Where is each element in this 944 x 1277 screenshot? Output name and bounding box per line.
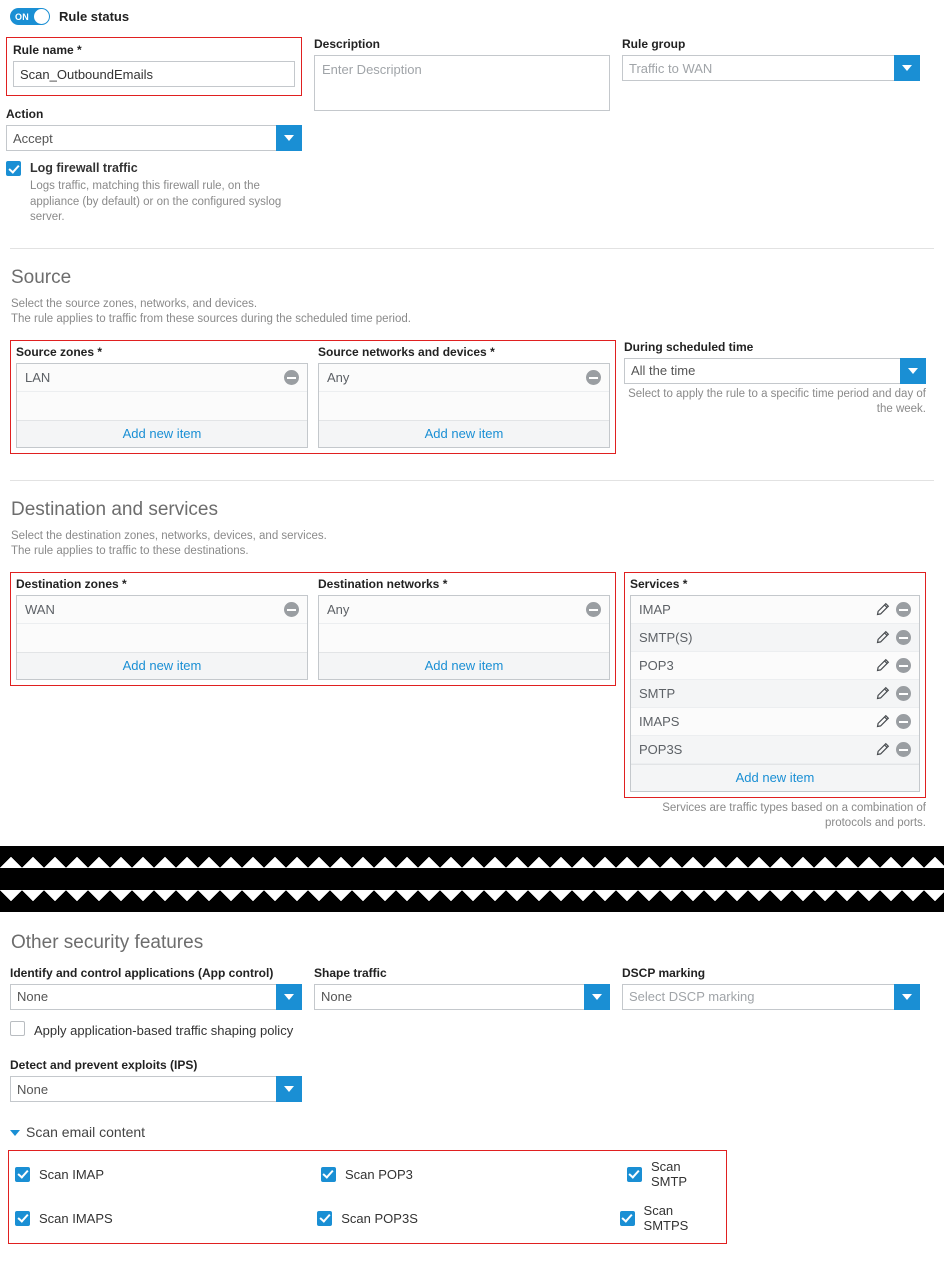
scan-imap-checkbox[interactable] — [15, 1167, 30, 1182]
list-item[interactable] — [631, 736, 919, 764]
scan-email-header[interactable] — [10, 1124, 944, 1142]
dscp-value: Select DSCP marking — [629, 989, 755, 1005]
scan-pop3s-label: Scan POP3S — [341, 1210, 418, 1226]
source-zones-col — [11, 341, 313, 453]
scan-imap-row[interactable] — [15, 1159, 321, 1189]
source-zone-item-label: LAN — [25, 369, 51, 385]
dscp-col — [616, 962, 926, 1109]
remove-icon[interactable] — [896, 602, 911, 617]
list-item[interactable] — [17, 364, 307, 392]
chevron-down-icon[interactable] — [900, 358, 926, 384]
scan-email-row-2 — [15, 1203, 720, 1233]
service-item-label: POP3S — [639, 741, 683, 757]
action-select[interactable] — [6, 125, 302, 151]
rule-name-label: Rule name * — [13, 43, 82, 57]
ips-group — [10, 1058, 302, 1102]
chevron-down-icon[interactable] — [276, 125, 302, 151]
destination-zones-listbox — [16, 595, 308, 680]
ips-value: None — [17, 1081, 49, 1097]
source-section-title: Source — [11, 266, 72, 288]
rule-name-input[interactable]: Scan_OutboundEmails — [13, 61, 295, 87]
edit-icon[interactable] — [875, 658, 890, 673]
chevron-down-icon[interactable] — [10, 1130, 20, 1136]
edit-icon[interactable] — [875, 686, 890, 701]
scan-pop3s-row[interactable] — [317, 1203, 619, 1233]
destination-zones-label: Destination zones * — [16, 576, 127, 591]
ips-label: Detect and prevent exploits (IPS) — [10, 1058, 198, 1073]
listbox-filler — [17, 392, 307, 420]
source-zones-listbox — [16, 363, 308, 448]
action-value: Accept — [13, 130, 53, 146]
shape-traffic-col — [308, 962, 616, 1109]
destination-section-title: Destination and services — [11, 498, 218, 520]
remove-icon[interactable] — [284, 370, 299, 385]
source-boxes — [0, 340, 616, 454]
torn-separator-top — [0, 846, 944, 912]
source-desc-line1: Select the source zones, networks, and devices. — [11, 297, 258, 310]
rule-group-label: Rule group — [622, 37, 686, 51]
destination-zone-item-label: WAN — [25, 601, 55, 617]
basics-grid — [0, 33, 944, 232]
ips-select[interactable] — [10, 1076, 302, 1102]
toggle-knob — [34, 9, 49, 24]
other-security-title: Other security features — [11, 931, 204, 953]
scan-smtp-row[interactable] — [627, 1159, 720, 1189]
shape-traffic-value: None — [321, 989, 353, 1005]
source-zones-add-new[interactable]: Add new item — [17, 420, 307, 447]
list-item[interactable] — [631, 680, 919, 708]
service-item-label: IMAP — [639, 601, 671, 617]
service-item-label: SMTP — [639, 685, 676, 701]
remove-icon[interactable] — [284, 602, 299, 617]
schedule-hint: Select to apply the rule to a specific time period and day of the week. — [628, 387, 926, 416]
scan-imaps-row[interactable] — [15, 1203, 317, 1233]
source-desc-line2: The rule applies to traffic from these sources during the scheduled time period. — [11, 313, 411, 326]
scan-pop3-label: Scan POP3 — [344, 1166, 413, 1182]
services-add-new[interactable]: Add new item — [631, 764, 919, 791]
destination-grid — [0, 572, 944, 832]
scan-smtp-checkbox[interactable] — [627, 1167, 642, 1182]
other-security-grid — [0, 962, 944, 1109]
log-firewall-traffic-row[interactable] — [6, 161, 302, 226]
action-label: Action — [6, 107, 44, 121]
chevron-down-icon[interactable] — [276, 984, 302, 1010]
list-item[interactable] — [631, 596, 919, 624]
source-grid — [0, 340, 944, 454]
rule-group-col — [616, 33, 926, 232]
description-textarea[interactable]: Enter Description — [314, 55, 610, 111]
rule-group-value: Traffic to WAN — [629, 60, 713, 76]
services-listbox — [630, 595, 920, 792]
service-item-label: IMAPS — [639, 713, 680, 729]
dscp-label: DSCP marking — [622, 965, 706, 980]
list-item[interactable] — [17, 596, 307, 624]
service-item-label: SMTP(S) — [639, 629, 693, 645]
description-col — [308, 33, 616, 232]
destination-boxes — [0, 572, 616, 832]
destination-zones-col — [11, 573, 313, 685]
chevron-down-icon[interactable] — [894, 984, 920, 1010]
scan-email-group — [8, 1150, 727, 1244]
destination-section-desc — [11, 529, 944, 560]
destination-networks-col — [313, 573, 615, 685]
destination-networks-label: Destination networks * — [318, 576, 448, 591]
scan-pop3-checkbox[interactable] — [321, 1167, 336, 1182]
destination-required-group — [10, 572, 616, 686]
services-label: Services * — [630, 576, 688, 591]
scan-pop3s-checkbox[interactable] — [317, 1211, 332, 1226]
app-control-label: Identify and control applications (App control) — [10, 965, 274, 980]
remove-icon[interactable] — [896, 686, 911, 701]
chevron-down-icon[interactable] — [276, 1076, 302, 1102]
log-firewall-traffic-hint: Logs traffic, matching this firewall rule, on the appliance (by default) or on the configured syslog server. — [30, 180, 282, 224]
scan-smtps-label: Scan SMTPS — [643, 1203, 689, 1234]
schedule-select[interactable] — [624, 358, 926, 384]
app-control-value: None — [17, 989, 49, 1005]
source-required-group — [10, 340, 616, 454]
remove-icon[interactable] — [896, 658, 911, 673]
schedule-value: All the time — [631, 363, 696, 379]
rule-status-section — [0, 0, 944, 25]
chevron-down-icon[interactable] — [894, 55, 920, 81]
listbox-filler — [17, 624, 307, 652]
action-group — [6, 107, 302, 151]
scan-imaps-checkbox[interactable] — [15, 1211, 30, 1226]
scan-pop3-row[interactable] — [321, 1159, 627, 1189]
remove-icon[interactable] — [896, 630, 911, 645]
source-networks-label: Source networks and devices * — [318, 344, 495, 359]
edit-icon[interactable] — [875, 630, 890, 645]
app-control-col — [0, 962, 308, 1109]
rule-status-toggle[interactable] — [10, 8, 50, 25]
rule-status-toggle-label: ON — [15, 11, 30, 22]
remove-icon[interactable] — [586, 370, 601, 385]
scan-smtps-row[interactable] — [620, 1203, 720, 1233]
rule-status-row — [10, 8, 934, 25]
source-section-desc — [11, 297, 944, 328]
services-hint: Services are traffic types based on a combination of protocols and ports. — [662, 801, 926, 830]
divider — [10, 248, 934, 249]
source-zones-label: Source zones * — [16, 344, 103, 359]
remove-icon[interactable] — [896, 714, 911, 729]
schedule-label: During scheduled time — [624, 339, 754, 354]
dscp-select[interactable] — [622, 984, 920, 1010]
log-firewall-traffic-checkbox[interactable] — [6, 161, 21, 176]
description-label: Description — [314, 37, 381, 51]
remove-icon[interactable] — [896, 742, 911, 757]
shape-traffic-label: Shape traffic — [314, 965, 387, 980]
list-item[interactable] — [631, 652, 919, 680]
scan-imaps-label: Scan IMAPS — [39, 1210, 113, 1226]
destination-desc-line2: The rule applies to traffic to these destinations. — [11, 545, 249, 558]
shape-traffic-select[interactable] — [314, 984, 610, 1010]
service-item-label: POP3 — [639, 657, 674, 673]
rule-name-col — [0, 33, 308, 232]
black-band — [0, 868, 944, 890]
zigzag-top — [0, 846, 944, 868]
services-col — [616, 572, 934, 832]
services-group — [624, 572, 926, 798]
source-networks-listbox — [318, 363, 610, 448]
chevron-down-icon[interactable] — [584, 984, 610, 1010]
rule-group-select[interactable] — [622, 55, 920, 81]
list-item[interactable] — [631, 708, 919, 736]
scan-smtp-label: Scan SMTP — [650, 1159, 688, 1190]
divider — [10, 480, 934, 481]
app-shaping-label: Apply application-based traffic shaping policy — [34, 1022, 294, 1038]
source-networks-add-new[interactable]: Add new item — [319, 420, 609, 447]
app-shaping-checkbox[interactable] — [10, 1021, 25, 1036]
scan-email-row-1 — [15, 1159, 720, 1189]
destination-networks-listbox — [318, 595, 610, 680]
destination-zones-add-new[interactable]: Add new item — [17, 652, 307, 679]
source-networks-col — [313, 341, 615, 453]
schedule-col — [616, 340, 934, 454]
scan-email-title: Scan email content — [26, 1124, 146, 1141]
rule-name-group — [6, 37, 302, 96]
remove-icon[interactable] — [586, 602, 601, 617]
list-item[interactable] — [319, 596, 609, 624]
destination-networks-add-new[interactable]: Add new item — [319, 652, 609, 679]
destination-desc-line1: Select the destination zones, networks, devices, and services. — [11, 529, 327, 542]
edit-icon[interactable] — [875, 602, 890, 617]
source-network-item-label: Any — [327, 369, 350, 385]
edit-icon[interactable] — [875, 742, 890, 757]
zigzag-bottom — [0, 890, 944, 912]
scan-imap-label: Scan IMAP — [39, 1166, 105, 1182]
list-item[interactable] — [631, 624, 919, 652]
rule-status-label: Rule status — [59, 9, 130, 24]
scan-smtps-checkbox[interactable] — [620, 1211, 635, 1226]
destination-network-item-label: Any — [327, 601, 350, 617]
listbox-filler — [319, 392, 609, 420]
app-shaping-row[interactable] — [10, 1021, 302, 1041]
list-item[interactable] — [319, 364, 609, 392]
listbox-filler — [319, 624, 609, 652]
edit-icon[interactable] — [875, 714, 890, 729]
app-control-select[interactable] — [10, 984, 302, 1010]
log-firewall-traffic-label: Log firewall traffic — [30, 161, 138, 175]
